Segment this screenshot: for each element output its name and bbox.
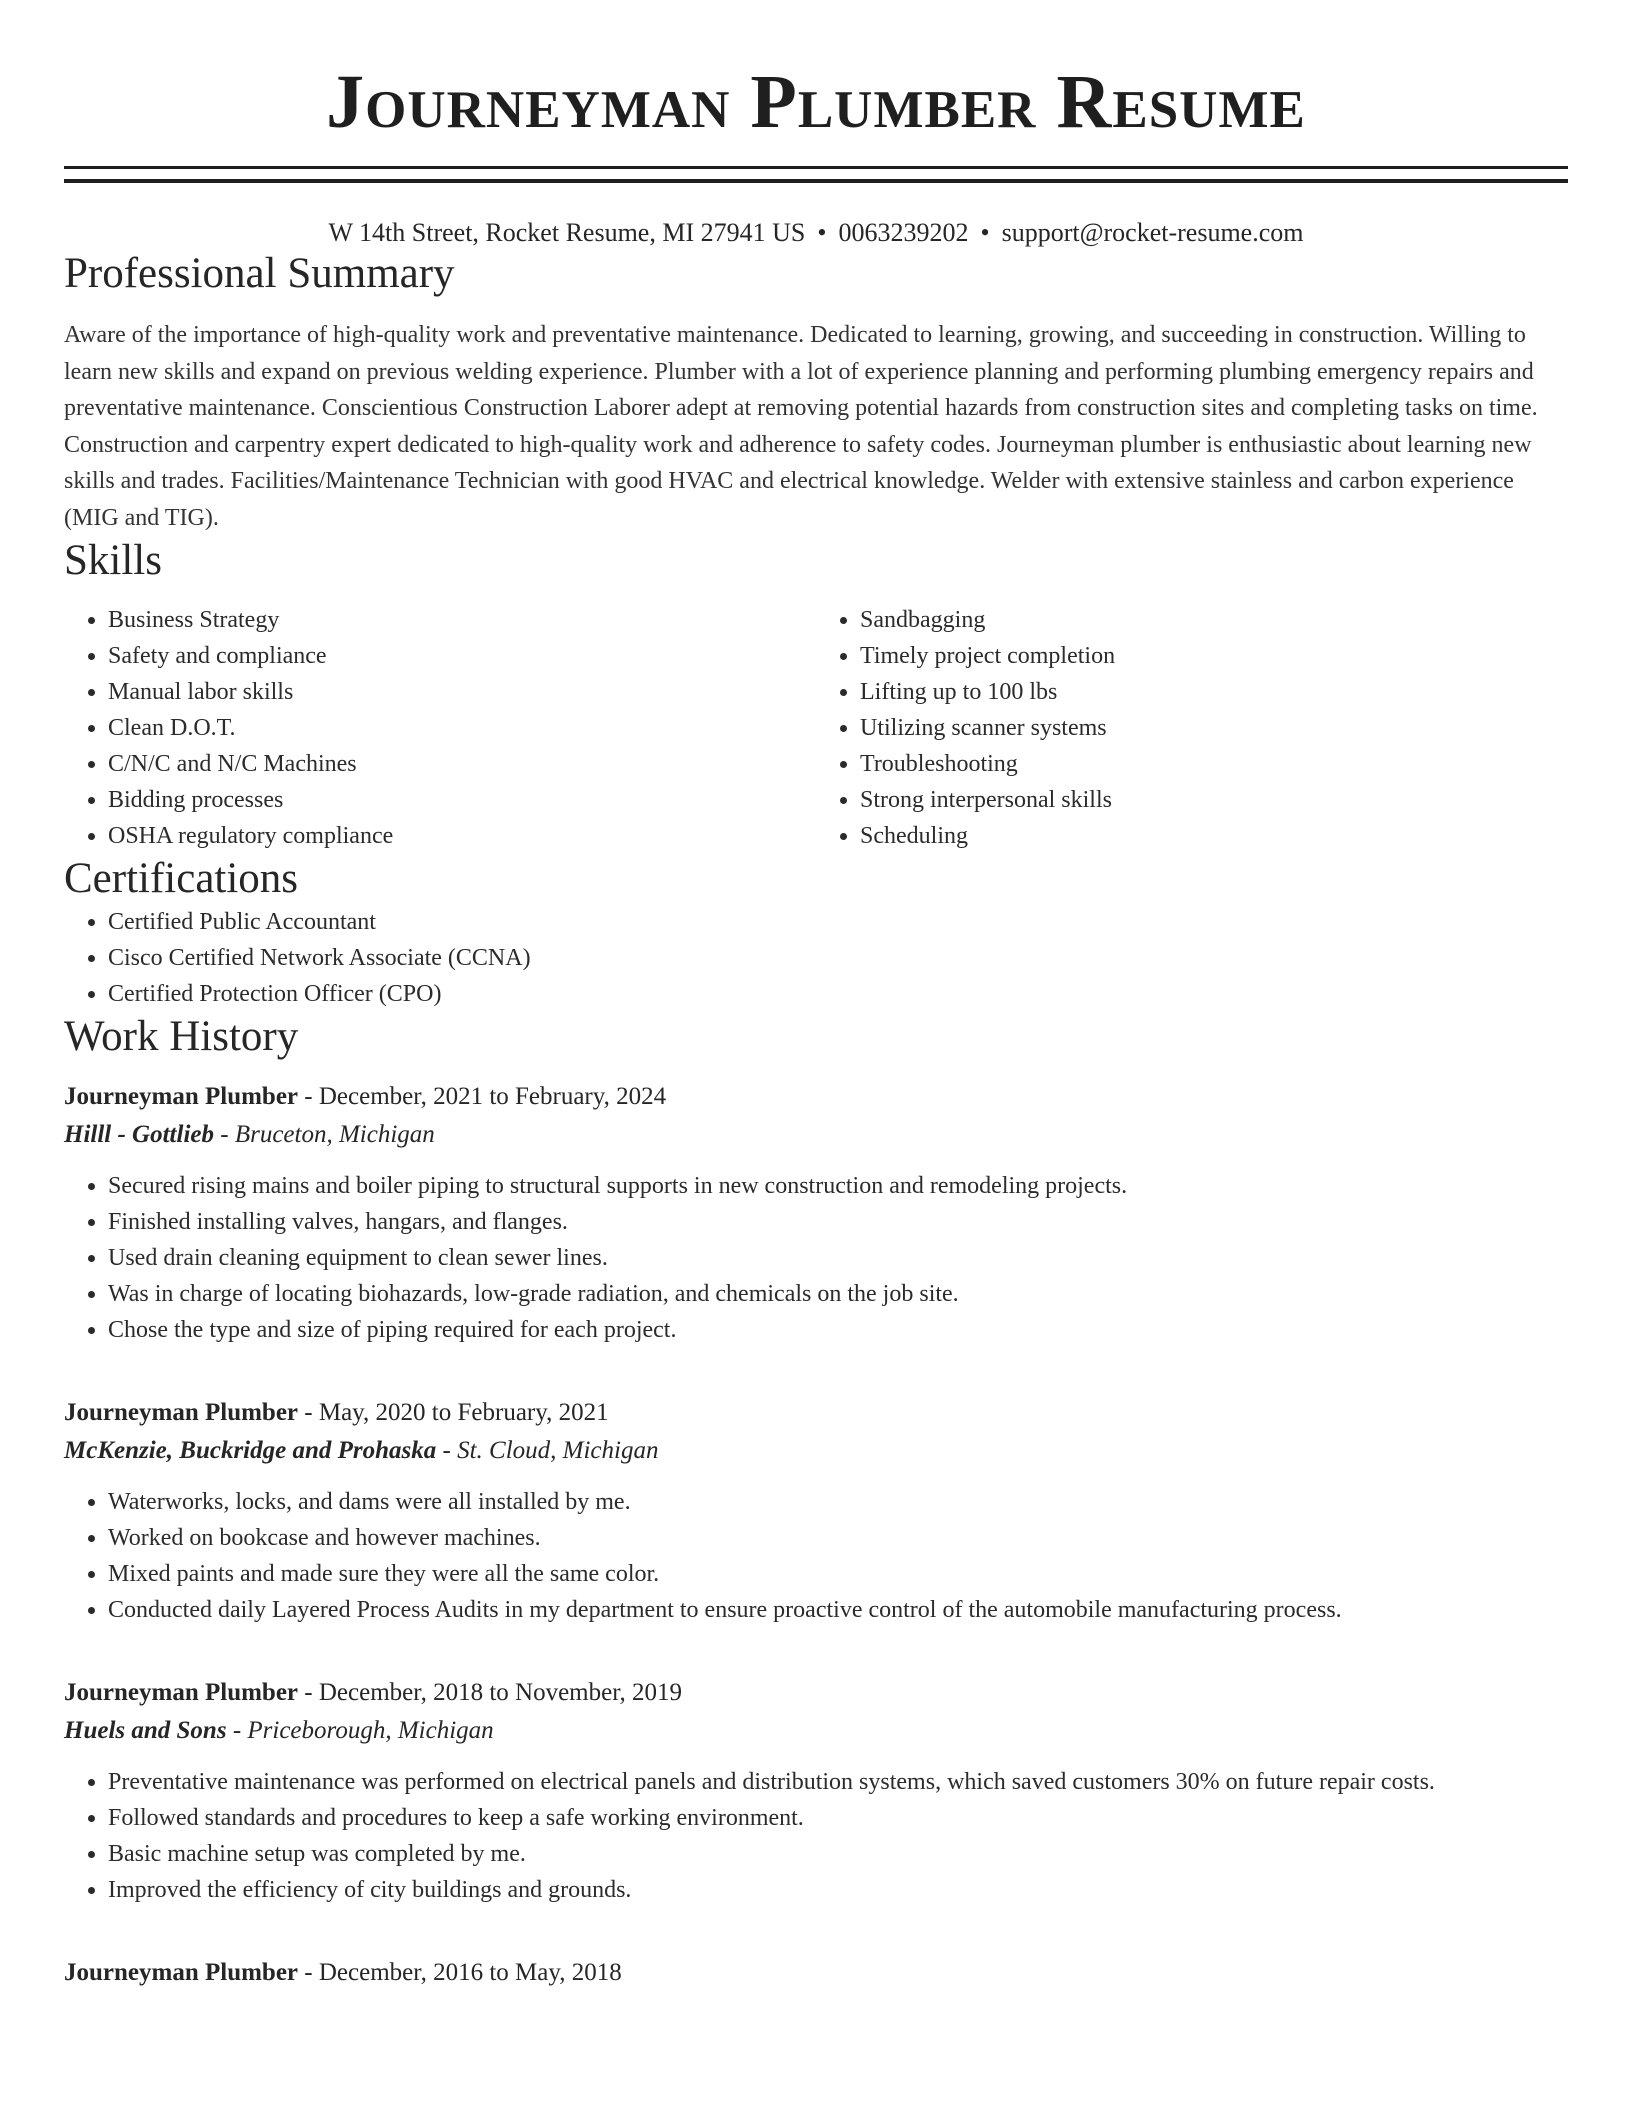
job-company-line <box>64 1712 1568 1750</box>
job-role: Journeyman Plumber <box>64 1083 299 1110</box>
skill-item: • Strong interpersonal skills <box>860 782 1568 818</box>
contact-line <box>64 217 1568 249</box>
job-duty-item: • Followed standards and procedures to keep a safe working environment. <box>108 1800 1568 1836</box>
skill-item: • Sandbagging <box>860 602 1568 638</box>
job-duty-item: • Finished installing valves, hangars, and flanges. <box>108 1204 1568 1240</box>
job-company-line <box>64 1432 1568 1470</box>
job-duty-item: • Mixed paints and made sure they were all the same color. <box>108 1556 1568 1592</box>
skill-item: • Lifting up to 100 lbs <box>860 674 1568 710</box>
contact-separator: • <box>817 218 827 247</box>
job-duty-item: • Improved the efficiency of city buildings and grounds. <box>108 1872 1568 1908</box>
job-title-line <box>64 1078 1568 1116</box>
certifications-list <box>64 904 1568 1012</box>
certification-item: • Certified Public Accountant <box>108 904 1568 940</box>
job-entry <box>64 1078 1568 1348</box>
job-company: Huels and Sons <box>64 1717 227 1744</box>
job-duty-item: • Conducted daily Layered Process Audits in my department to ensure proactive control of the automobile manufacturing process. <box>108 1592 1568 1628</box>
summary-heading: Professional Summary <box>64 250 455 297</box>
skills-columns <box>64 602 1568 854</box>
job-location: - Priceborough, Michigan <box>226 1717 494 1744</box>
contact-email: support@rocket-resume.com <box>1001 218 1304 247</box>
summary-text: Aware of the importance of high-quality work and preventative maintenance. Dedicated to learning, growing, and succeeding in construction. Willing to learn new skills and expand on previous welding experience. Plumber with a lot of experience planning and performing plumbing emergency repairs and preventative maintenance. Conscientious Construction Laborer adept at removing potential hazards from construction sites and completing tasks on time. Construction and carpentry expert dedicated to high-quality work and adherence to safety codes. Journeyman plumber is enthusiastic about learning new skills and trades. Facilities/Maintenance Technician with good HVAC and electrical knowledge. Welder with extensive stainless and carbon experience (MIG and TIG). <box>64 322 1538 531</box>
skill-item: • C/N/C and N/C Machines <box>108 746 816 782</box>
skills-heading: Skills <box>64 537 162 584</box>
job-dates: - December, 2016 to May, 2018 <box>298 1959 622 1986</box>
resume-title: Journeyman Plumber Resume <box>326 60 1306 144</box>
job-duty-item: • Was in charge of locating biohazards, low-grade radiation, and chemicals on the job site. <box>108 1276 1568 1312</box>
certification-item: • Certified Protection Officer (CPO) <box>108 976 1568 1012</box>
job-title-line <box>64 1954 1568 1992</box>
job-role: Journeyman Plumber <box>64 1399 299 1426</box>
job-company-line <box>64 1116 1568 1154</box>
job-duty-item: • Used drain cleaning equipment to clean sewer lines. <box>108 1240 1568 1276</box>
skill-item: • Scheduling <box>860 818 1568 854</box>
work-history-heading: Work History <box>64 1013 299 1060</box>
contact-address: W 14th Street, Rocket Resume, MI 27941 US <box>328 218 806 247</box>
title-divider <box>64 166 1568 183</box>
job-entry <box>64 1674 1568 1908</box>
skill-item: • Clean D.O.T. <box>108 710 816 746</box>
skill-item: • Troubleshooting <box>860 746 1568 782</box>
job-title-line <box>64 1674 1568 1712</box>
job-entry <box>64 1954 1568 1992</box>
skill-item: • Timely project completion <box>860 638 1568 674</box>
job-company: McKenzie, Buckridge and Prohaska <box>64 1437 437 1464</box>
job-location: - Bruceton, Michigan <box>214 1121 435 1148</box>
contact-phone: 0063239202 <box>838 218 969 247</box>
job-duty-item: • Worked on bookcase and however machines. <box>108 1520 1568 1556</box>
job-duties-list <box>64 1764 1568 1908</box>
job-location: - St. Cloud, Michigan <box>436 1437 659 1464</box>
skill-item: • Manual labor skills <box>108 674 816 710</box>
job-dates: - May, 2020 to February, 2021 <box>298 1399 609 1426</box>
skill-item: • Safety and compliance <box>108 638 816 674</box>
skills-right-list <box>816 602 1568 854</box>
job-duty-item: • Basic machine setup was completed by me. <box>108 1836 1568 1872</box>
job-title-line <box>64 1394 1568 1432</box>
job-dates: - December, 2021 to February, 2024 <box>298 1083 667 1110</box>
job-entry <box>64 1394 1568 1628</box>
job-duty-item: • Preventative maintenance was performed on electrical panels and distribution systems, which saved customers 30% on future repair costs. <box>108 1764 1568 1800</box>
job-duty-item: • Waterworks, locks, and dams were all installed by me. <box>108 1484 1568 1520</box>
job-duty-item: • Secured rising mains and boiler piping to structural supports in new construction and remodeling projects. <box>108 1168 1568 1204</box>
skills-left-list <box>64 602 816 854</box>
job-role: Journeyman Plumber <box>64 1959 299 1986</box>
skill-item: • Utilizing scanner systems <box>860 710 1568 746</box>
contact-separator: • <box>980 218 990 247</box>
job-dates: - December, 2018 to November, 2019 <box>298 1679 683 1706</box>
certifications-heading: Certifications <box>64 855 299 902</box>
job-company: Hilll - Gottlieb <box>64 1121 214 1148</box>
skill-item: • Bidding processes <box>108 782 816 818</box>
skill-item: • OSHA regulatory compliance <box>108 818 816 854</box>
job-duties-list <box>64 1168 1568 1348</box>
job-role: Journeyman Plumber <box>64 1679 299 1706</box>
skill-item: • Business Strategy <box>108 602 816 638</box>
job-duties-list <box>64 1484 1568 1628</box>
certification-item: • Cisco Certified Network Associate (CCNA) <box>108 940 1568 976</box>
job-duty-item: • Chose the type and size of piping required for each project. <box>108 1312 1568 1348</box>
